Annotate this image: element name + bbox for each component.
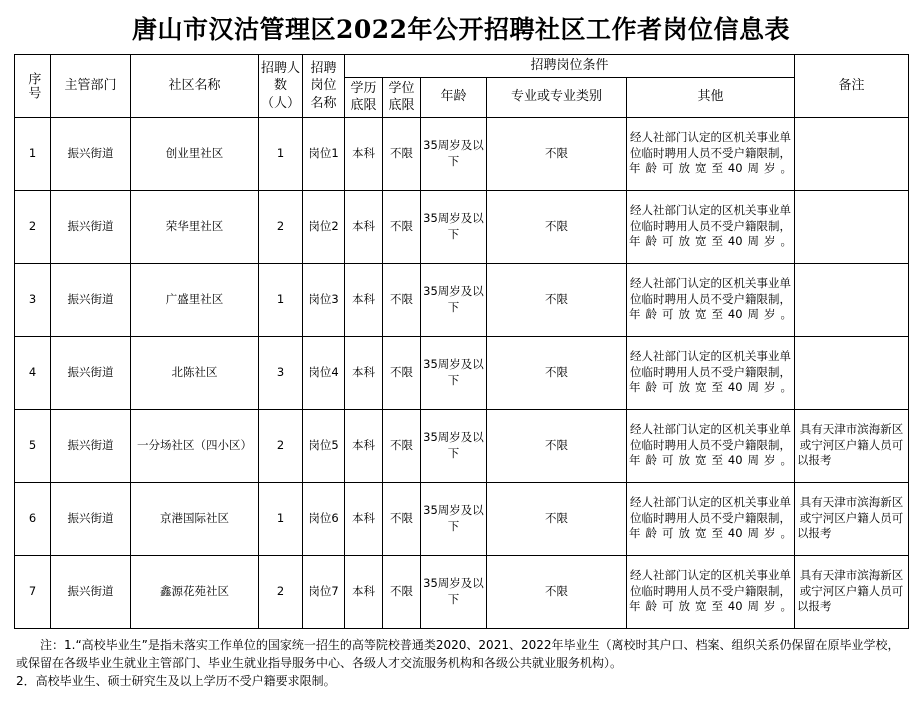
header-community: 社区名称 [131,55,259,118]
cell-education: 本科 [345,409,383,482]
cell-remark: 具有天津市滨海新区或宁河区户籍人员可以报考 [795,409,909,482]
cell-community: 荣华里社区 [131,190,259,263]
cell-degree: 不限 [383,117,421,190]
cell-dept: 振兴街道 [51,190,131,263]
cell-other: 经人社部门认定的区机关事业单位临时聘用人员不受户籍限制，年龄可放宽至40周岁。 [627,263,795,336]
table-row [15,117,909,190]
cell-hire-count: 2 [259,555,303,628]
cell-age: 35周岁及以下 [421,263,487,336]
recruitment-table [14,54,909,629]
cell-community: 广盛里社区 [131,263,259,336]
cell-post-name: 岗位3 [303,263,345,336]
cell-dept: 振兴街道 [51,336,131,409]
cell-other: 经人社部门认定的区机关事业单位临时聘用人员不受户籍限制，年龄可放宽至40周岁。 [627,409,795,482]
cell-education: 本科 [345,190,383,263]
cell-hire-count: 1 [259,117,303,190]
cell-age: 35周岁及以下 [421,190,487,263]
header-other: 其他 [627,77,795,117]
cell-community: 京港国际社区 [131,482,259,555]
page-title: 唐山市汉沽管理区2022年公开招聘社区工作者岗位信息表 [131,15,791,44]
table-row [15,482,909,555]
cell-dept: 振兴街道 [51,263,131,336]
header-post-name: 招聘岗位名称 [303,55,345,118]
cell-age: 35周岁及以下 [421,409,487,482]
cell-dept: 振兴街道 [51,555,131,628]
table-body [15,117,909,628]
cell-other: 经人社部门认定的区机关事业单位临时聘用人员不受户籍限制，年龄可放宽至40周岁。 [627,336,795,409]
cell-index: 3 [15,263,51,336]
table-header [15,55,909,118]
header-degree: 学位底限 [383,77,421,117]
cell-index: 7 [15,555,51,628]
cell-dept: 振兴街道 [51,409,131,482]
cell-major: 不限 [487,482,627,555]
cell-education: 本科 [345,336,383,409]
cell-major: 不限 [487,336,627,409]
table-row [15,263,909,336]
header-dept: 主管部门 [51,55,131,118]
cell-post-name: 岗位5 [303,409,345,482]
cell-degree: 不限 [383,482,421,555]
table-row [15,336,909,409]
footnote-1: 注：1.“高校毕业生”是指未落实工作单位的国家统一招生的高等院校普通类2020、2021、2022年毕业生（离校时其户口、档案、组织关系仍保留在原毕业学校，或保留在各级毕业生就业主管部门、毕业生就业指导服务中心、各级人才交流服务机构和各级公共就业服务机构）。 [16,637,900,670]
cell-degree: 不限 [383,190,421,263]
header-remark: 备注 [795,55,909,118]
cell-post-name: 岗位4 [303,336,345,409]
cell-post-name: 岗位2 [303,190,345,263]
cell-hire-count: 3 [259,336,303,409]
cell-post-name: 岗位6 [303,482,345,555]
header-index: 序号 [15,55,51,118]
cell-other: 经人社部门认定的区机关事业单位临时聘用人员不受户籍限制，年龄可放宽至40周岁。 [627,190,795,263]
cell-index: 2 [15,190,51,263]
cell-major: 不限 [487,555,627,628]
cell-age: 35周岁及以下 [421,555,487,628]
table-row [15,190,909,263]
table-row [15,555,909,628]
header-major: 专业或专业类别 [487,77,627,117]
cell-remark: 具有天津市滨海新区或宁河区户籍人员可以报考 [795,555,909,628]
cell-degree: 不限 [383,336,421,409]
cell-hire-count: 1 [259,263,303,336]
cell-other: 经人社部门认定的区机关事业单位临时聘用人员不受户籍限制，年龄可放宽至40周岁。 [627,482,795,555]
cell-community: 一分场社区（四小区） [131,409,259,482]
footnote-2: 2．高校毕业生、硕士研究生及以上学历不受户籍要求限制。 [16,673,336,688]
cell-degree: 不限 [383,409,421,482]
cell-post-name: 岗位1 [303,117,345,190]
cell-remark: 具有天津市滨海新区或宁河区户籍人员可以报考 [795,482,909,555]
cell-age: 35周岁及以下 [421,482,487,555]
cell-dept: 振兴街道 [51,482,131,555]
cell-education: 本科 [345,555,383,628]
cell-index: 4 [15,336,51,409]
cell-remark [795,336,909,409]
header-education: 学历底限 [345,77,383,117]
cell-degree: 不限 [383,263,421,336]
cell-major: 不限 [487,117,627,190]
cell-community: 鑫源花苑社区 [131,555,259,628]
header-conditions-group: 招聘岗位条件 [345,55,795,78]
cell-index: 6 [15,482,51,555]
cell-education: 本科 [345,117,383,190]
footnotes [14,636,908,690]
cell-major: 不限 [487,263,627,336]
header-row-1 [15,55,909,78]
header-hire-count: 招聘人数（人） [259,55,303,118]
cell-age: 35周岁及以下 [421,117,487,190]
cell-community: 北陈社区 [131,336,259,409]
header-age: 年龄 [421,77,487,117]
cell-remark [795,263,909,336]
cell-remark [795,190,909,263]
cell-other: 经人社部门认定的区机关事业单位临时聘用人员不受户籍限制，年龄可放宽至40周岁。 [627,555,795,628]
cell-education: 本科 [345,263,383,336]
cell-dept: 振兴街道 [51,117,131,190]
cell-major: 不限 [487,190,627,263]
cell-other: 经人社部门认定的区机关事业单位临时聘用人员不受户籍限制，年龄可放宽至40周岁。 [627,117,795,190]
cell-education: 本科 [345,482,383,555]
cell-degree: 不限 [383,555,421,628]
cell-hire-count: 2 [259,409,303,482]
cell-index: 5 [15,409,51,482]
cell-major: 不限 [487,409,627,482]
table-row [15,409,909,482]
cell-hire-count: 1 [259,482,303,555]
cell-community: 创业里社区 [131,117,259,190]
cell-hire-count: 2 [259,190,303,263]
cell-post-name: 岗位7 [303,555,345,628]
cell-remark [795,117,909,190]
cell-index: 1 [15,117,51,190]
cell-age: 35周岁及以下 [421,336,487,409]
